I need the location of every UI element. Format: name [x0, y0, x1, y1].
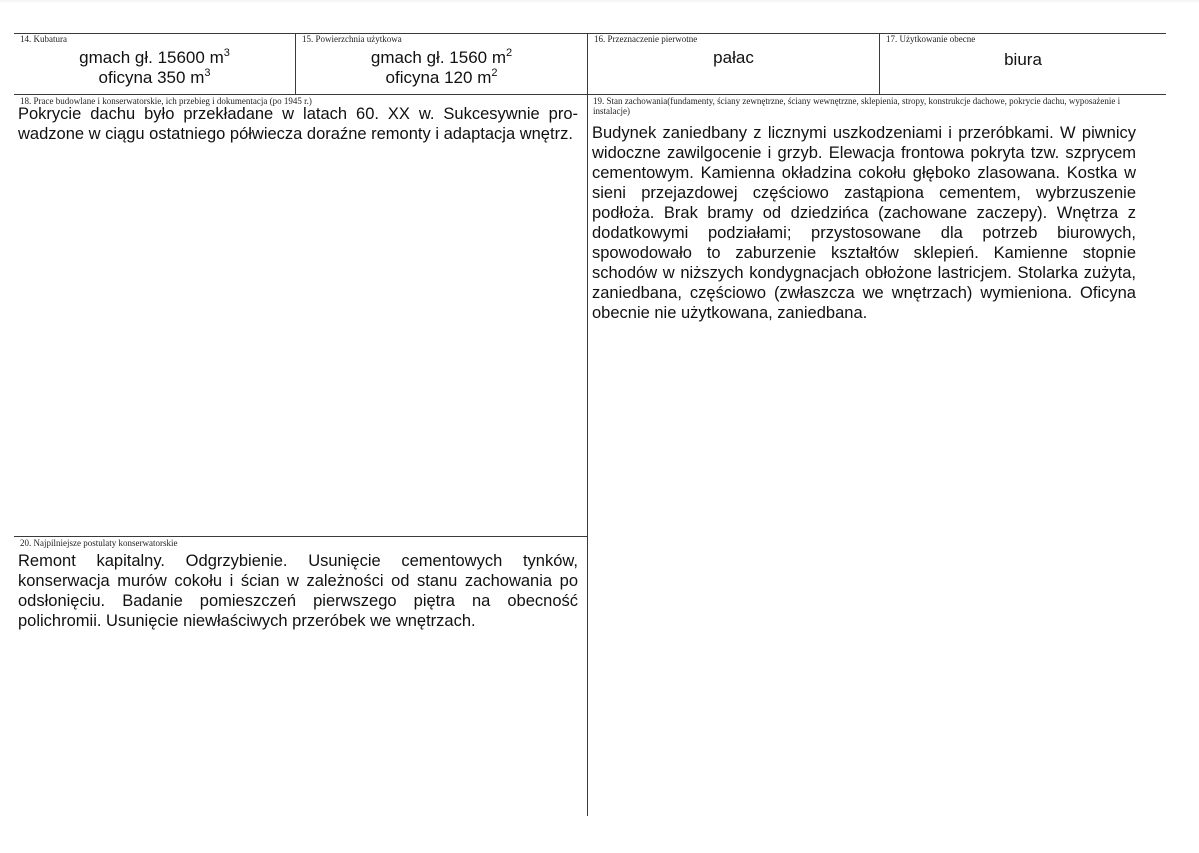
- kubatura-main-building: gmach gł. 15600 $m^3$: [79, 47, 230, 67]
- kubatura-label: 14. Kubatura: [20, 34, 67, 44]
- scan-edge: [0, 0, 1199, 4]
- stan-label: 19. Stan zachowania(fundamenty, ściany zewnętrzne, ściany wewnętrzne, sklepienia, stropy, konstrukcje dachowe, pokrycie dachu, wyposażenie i instalacje): [593, 96, 1121, 116]
- powierzchnia-main-building: gmach gł. 1560 $m^2$: [370, 47, 513, 67]
- postulaty-text: Remont kapitalny. Odgrzybienie. Usunięcie cementowych tynków, konserwacja murów cokołu i ścian w zależności od stanu zachowania po odsłonięciu. Badanie pomieszczeń pierwszego piętra na obecność polichromii. Usunięcie niewłaściwych przeróbek we wnętrzach.: [18, 552, 578, 630]
- powierzchnia-cell: [296, 33, 587, 94]
- uzytkowanie-cell: [880, 33, 1166, 94]
- prace-text: Pokrycie dachu było przekładane w latach 60. XX w. Sukcesywnie prowadzone w ciągu ostatniego półwiecza doraźne remonty i adaptacja wnętrz.: [18, 105, 578, 143]
- powierzchnia-annex: oficyna 120 $m^2$: [385, 67, 498, 87]
- przeznaczenie-cell: [588, 33, 879, 94]
- prace-label: 18. Prace budowlane i konserwatorskie, ich przebieg i dokumentacja (po 1945 r.): [20, 96, 312, 106]
- stan-cell: [588, 95, 1166, 816]
- powierzchnia-values: [296, 48, 587, 88]
- postulaty-cell: [14, 537, 587, 816]
- kubatura-cell: [14, 33, 295, 94]
- stan-text: Budynek zaniedbany z licznymi uszkodzeniami i przeróbkami. W piwnicy widoczne zawilgocenie i grzyb. Elewacja frontowa pokryta tzw. szprycem cementowym. Kamienna okładzina cokołu głęboko zlasowana. Kostka w sieni przejazdowej częściowo zastąpiona cementem, wybrzuszenie podłoża. Brak bramy od dziedzińca (zachowane zaczepy). Wnętrza z dodatkowymi podziałami; przystosowane dla potrzeb biurowych, spowodowało to zaburzenie kształtów sklepień. Kamienne stopnie schodów w niższych kondygnacjach obłożone lastricjem. Stolarka zużyta, zaniedbana, częściowo (zwłaszcza we wnętrzach) wymieniona. Oficyna obecnie nie użytkowana, zaniedbana.: [592, 124, 1136, 322]
- kubatura-annex: oficyna 350 $m^3$: [98, 67, 211, 87]
- uzytkowanie-value: biura: [1004, 50, 1042, 69]
- przeznaczenie-label: 16. Przeznaczenie pierwotne: [594, 34, 698, 44]
- prace-cell: [14, 95, 587, 536]
- powierzchnia-label: 15. Powierzchnia użytkowa: [302, 34, 402, 44]
- przeznaczenie-value: pałac: [713, 48, 754, 67]
- kubatura-values: [14, 48, 295, 88]
- uzytkowanie-label: 17. Użytkowanie obecne: [886, 34, 976, 44]
- postulaty-label: 20. Najpilniejsze postulaty konserwatorskie: [20, 538, 178, 548]
